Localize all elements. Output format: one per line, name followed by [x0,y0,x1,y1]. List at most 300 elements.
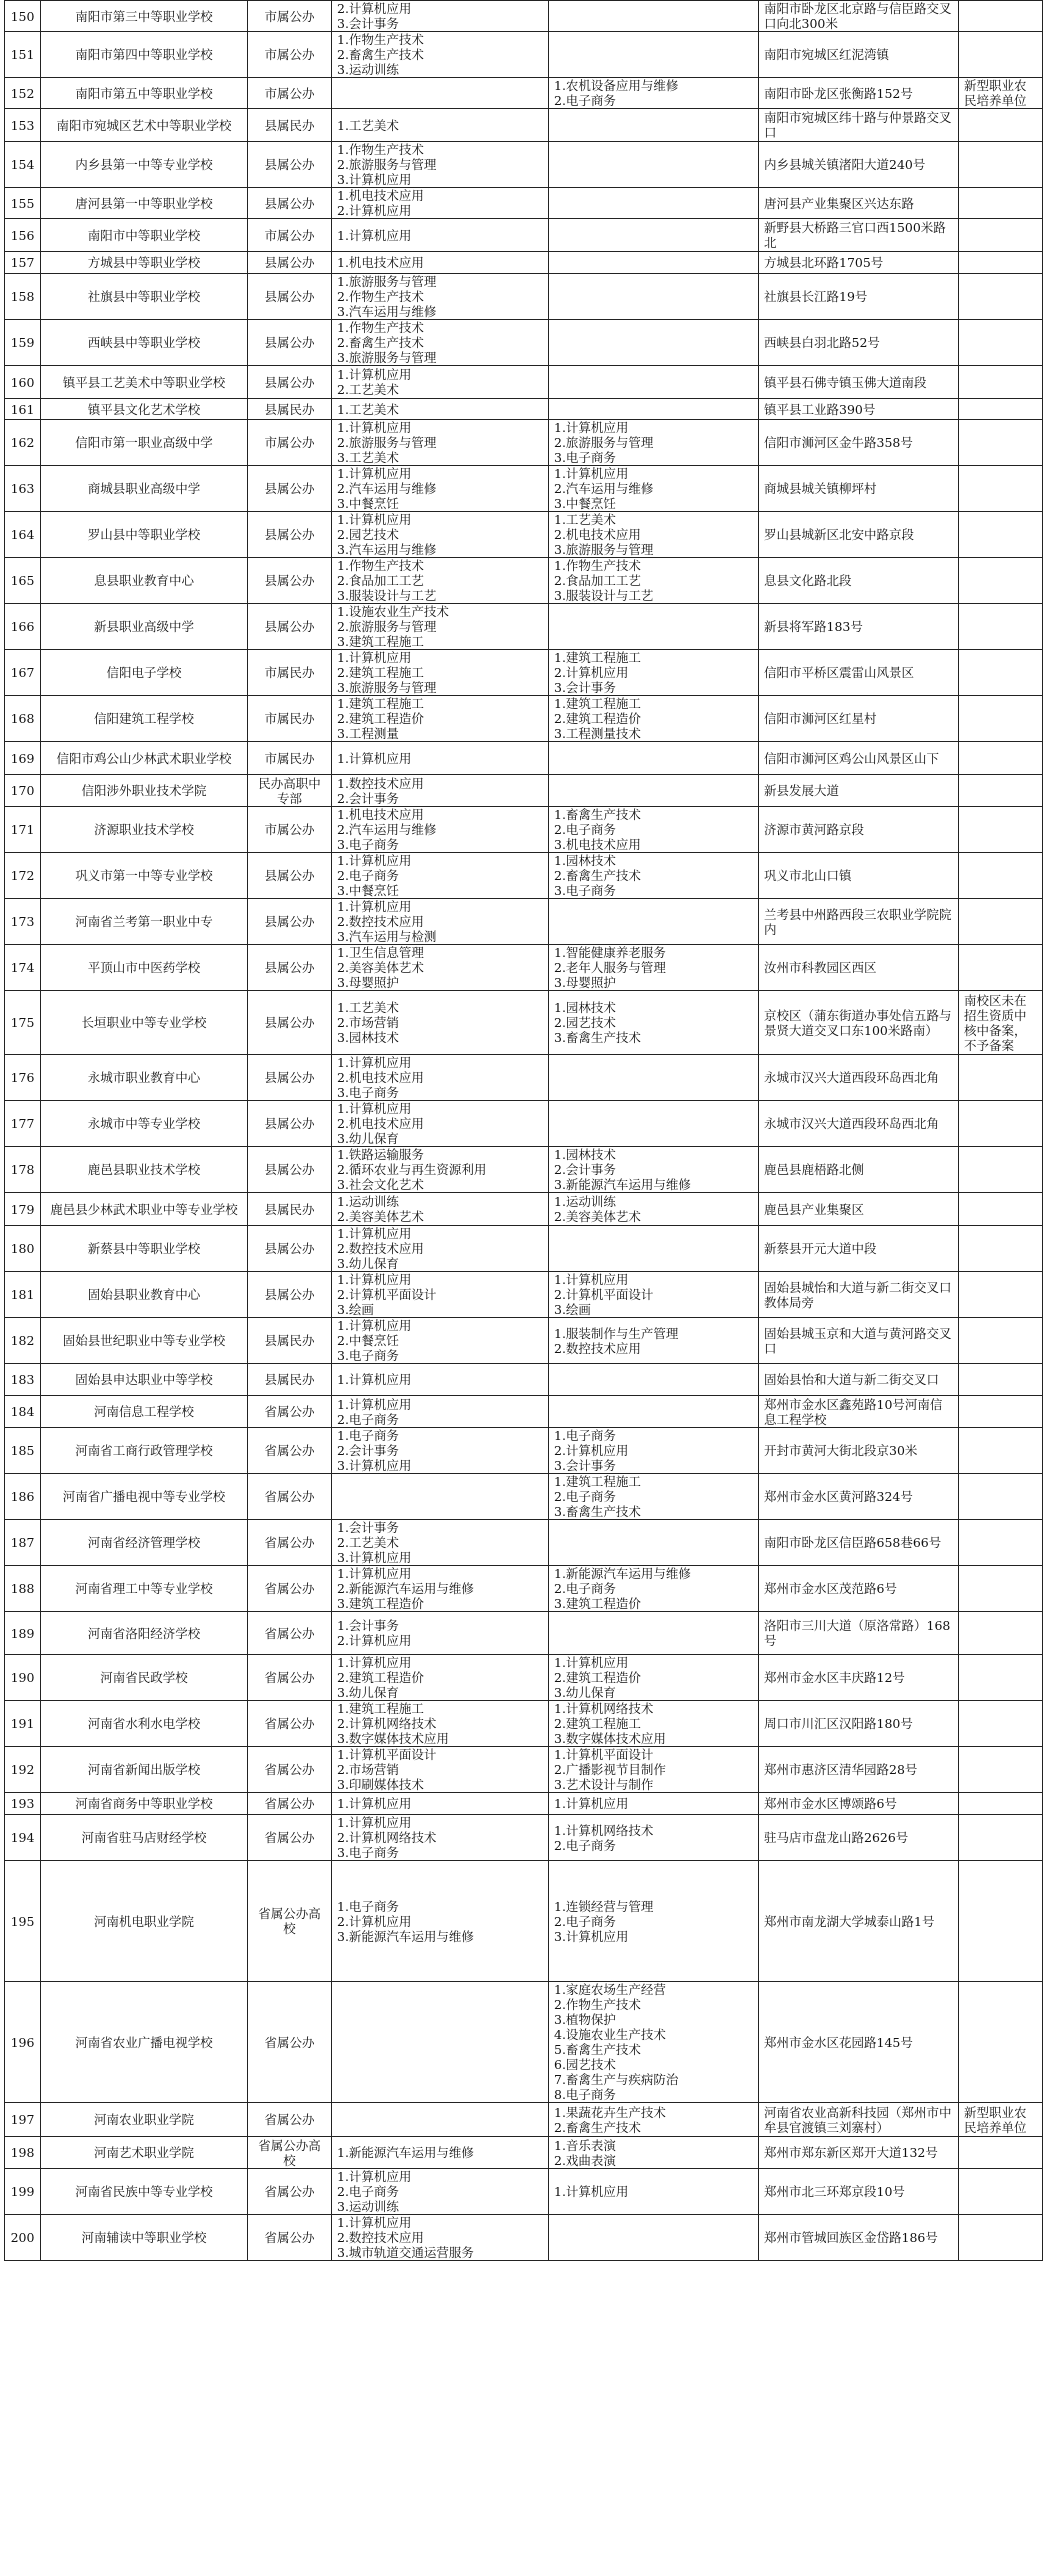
major-item: 1.计算机应用 [337,367,412,382]
row-number: 177 [5,1101,41,1147]
row-number: 191 [5,1701,41,1747]
major-item: 2.数控技术应用 [337,1241,424,1256]
note [959,742,1043,775]
school-type: 县属公办 [248,1055,332,1101]
major-item: 1.计算机应用 [337,466,412,481]
note [959,366,1043,399]
school-address: 新县发展大道 [759,775,959,807]
school-address: 息县文化路北段 [759,558,959,604]
major-item: 2.计算机应用 [554,1443,629,1458]
major-item: 2.建筑工程造价 [337,711,424,726]
major-item: 1.工艺美术 [337,117,399,133]
major-item: 1.计算机应用 [554,1796,629,1811]
majors-list-2 [549,32,759,78]
major-item: 3.艺术设计与制作 [554,1777,654,1792]
major-item: 2.新能源汽车运用与维修 [337,1581,474,1596]
row-number: 163 [5,466,41,512]
majors-list-2 [549,1147,759,1193]
table-row [5,2169,1043,2215]
major-item: 2.市场营销 [337,1015,399,1030]
school-type: 省属公办 [248,1566,332,1612]
majors-list-2 [549,558,759,604]
major-item: 2.旅游服务与管理 [337,435,437,450]
major-item: 1.设施农业生产技术 [337,604,449,619]
major-item: 1.服装制作与生产管理 [554,1325,679,1341]
school-type: 县属公办 [248,1226,332,1272]
major-item: 1.工艺美术 [554,512,616,527]
majors-list-2 [549,1982,759,2103]
major-item: 3.绘画 [554,1302,591,1317]
majors-list-2 [549,78,759,109]
major-item: 2.计算机应用 [337,1,412,16]
majors-list-2 [549,2137,759,2169]
majors-list-2 [549,1612,759,1655]
majors-list-2 [549,466,759,512]
school-type: 县属公办 [248,142,332,188]
major-item: 3.工程测量 [337,726,399,741]
table-row [5,2137,1043,2169]
majors-list-2 [549,1520,759,1566]
major-item: 2.工艺美术 [337,1535,399,1550]
majors-list-2 [549,2169,759,2215]
major-item: 2.汽车运用与维修 [337,822,437,837]
school-type: 省属公办 [248,1396,332,1428]
school-type: 县属公办 [248,853,332,899]
major-item: 2.老年人服务与管理 [554,960,666,975]
major-item: 1.计算机应用 [337,1055,412,1070]
row-number: 189 [5,1612,41,1655]
school-type: 县属公办 [248,188,332,219]
majors-list [332,188,549,219]
school-name: 信阳涉外职业技术学院 [41,775,248,807]
table-row [5,466,1043,512]
major-item: 1.计算机应用 [337,650,412,665]
table-row [5,1815,1043,1861]
school-address: 郑州市管城回族区金岱路186号 [759,2215,959,2261]
school-type: 县属公办 [248,274,332,320]
major-item: 1.电子商务 [337,1898,399,1914]
major-item: 1.园林技术 [554,1147,616,1162]
school-type: 县属公办 [248,1272,332,1318]
majors-list-2 [549,1428,759,1474]
school-type: 省属公办 [248,2215,332,2261]
majors-list [332,1815,549,1861]
major-item: 2.建筑工程施工 [337,665,424,680]
school-name: 新县职业高级中学 [41,604,248,650]
note [959,2103,1043,2137]
table-row [5,109,1043,142]
major-item: 1.计算机应用 [554,420,629,435]
major-item: 2.美容美体艺术 [554,1209,641,1224]
majors-list [332,2103,549,2137]
major-item: 1.铁路运输服务 [337,1147,424,1162]
major-item: 3.数字媒体技术应用 [554,1731,666,1746]
school-address: 南阳市卧龙区北京路与信臣路交叉口向北300米 [759,1,959,32]
table-row [5,32,1043,78]
table-row [5,1226,1043,1272]
row-number: 159 [5,320,41,366]
major-item: 2.会计事务 [337,790,399,806]
note [959,775,1043,807]
school-type: 省属公办 [248,1982,332,2103]
school-name: 镇平县文化艺术学校 [41,399,248,420]
school-name: 内乡县第一中等专业学校 [41,142,248,188]
majors-list [332,512,549,558]
major-item: 3.旅游服务与管理 [554,542,654,557]
major-item: 3.社会文化艺术 [337,1177,424,1192]
school-address: 信阳市浉河区鸡公山风景区山下 [759,742,959,775]
table-row [5,1566,1043,1612]
row-number: 168 [5,696,41,742]
majors-list [332,399,549,420]
table-row [5,1861,1043,1982]
major-item: 2.电子商务 [554,1489,616,1504]
majors-list-2 [549,2215,759,2261]
table-row [5,807,1043,853]
majors-list-2 [549,420,759,466]
major-item: 1.计算机网络技术 [554,1701,654,1716]
row-number: 188 [5,1566,41,1612]
school-address: 汝州市科教园区西区 [759,945,959,991]
major-item: 2.电子商务 [337,868,399,883]
major-item: 3.植物保护 [554,2012,616,2027]
school-address: 鹿邑县鹿梧路北侧 [759,1147,959,1193]
row-number: 180 [5,1226,41,1272]
school-address: 信阳市浉河区红星村 [759,696,959,742]
school-address: 固始县怡和大道与新二街交叉口 [759,1364,959,1396]
majors-list [332,320,549,366]
major-item: 2.汽车运用与维修 [337,481,437,496]
major-item: 1.作物生产技术 [337,32,424,47]
school-type: 省属公办 [248,1428,332,1474]
note [959,32,1043,78]
major-item: 3.汽车运用与维修 [337,304,437,319]
school-name: 南阳市宛城区艺术中等职业学校 [41,109,248,142]
major-item: 2.园艺技术 [337,527,399,542]
majors-list [332,696,549,742]
school-name: 固始县职业教育中心 [41,1272,248,1318]
school-name: 河南省洛阳经济学校 [41,1612,248,1655]
school-address: 南阳市卧龙区张衡路152号 [759,78,959,109]
school-name: 固始县世纪职业中等专业学校 [41,1318,248,1364]
school-address: 新县将军路183号 [759,604,959,650]
majors-list-2 [549,696,759,742]
major-item: 2.建筑工程施工 [554,1716,641,1731]
note [959,899,1043,945]
school-address: 郑州市金水区黄河路324号 [759,1474,959,1520]
note [959,1793,1043,1815]
majors-list [332,2215,549,2261]
major-item: 1.建筑工程施工 [554,650,641,665]
school-address: 南阳市宛城区红泥湾镇 [759,32,959,78]
major-item: 2.机电技术应用 [337,1116,424,1131]
school-type: 县属公办 [248,604,332,650]
table-row [5,1793,1043,1815]
school-address: 开封市黄河大街北段京30米 [759,1428,959,1474]
major-item: 2.畜禽生产技术 [337,335,424,350]
row-number: 174 [5,945,41,991]
school-name: 信阳市第一职业高级中学 [41,420,248,466]
major-item: 3.幼儿保育 [554,1685,616,1700]
school-name: 长垣职业中等专业学校 [41,991,248,1055]
school-address: 镇平县工业路390号 [759,399,959,420]
school-type: 省属公办 [248,1474,332,1520]
school-name: 河南省理工中等专业学校 [41,1566,248,1612]
major-item: 2.电子商务 [337,2184,399,2199]
major-item: 2.旅游服务与管理 [554,435,654,450]
table-row [5,1747,1043,1793]
school-type: 县属民办 [248,1318,332,1364]
row-number: 185 [5,1428,41,1474]
major-item: 1.机电技术应用 [337,188,424,203]
major-item: 2.机电技术应用 [337,1070,424,1085]
note [959,142,1043,188]
major-item: 1.计算机应用 [337,1318,412,1333]
majors-list [332,2137,549,2169]
major-item: 1.数控技术应用 [337,775,424,791]
major-item: 1.作物生产技术 [337,142,424,157]
school-address: 固始县城怡和大道与新二街交叉口教体局旁 [759,1272,959,1318]
majors-list [332,650,549,696]
school-type: 省属公办 [248,1520,332,1566]
major-item: 3.数字媒体技术应用 [337,1731,449,1746]
major-item: 2.工艺美术 [337,382,399,397]
major-item: 3.机电技术应用 [554,837,641,852]
major-item: 3.建筑工程造价 [337,1596,424,1611]
school-type: 县属公办 [248,366,332,399]
school-name: 河南省民政学校 [41,1655,248,1701]
majors-list [332,1,549,32]
major-item: 1.运动训练 [554,1194,616,1209]
major-item: 3.幼儿保育 [337,1131,399,1146]
major-item: 3.幼儿保育 [337,1256,399,1271]
row-number: 160 [5,366,41,399]
majors-list [332,742,549,775]
school-type: 省属公办高校 [248,1861,332,1982]
table-row [5,2215,1043,2261]
major-item: 2.美容美体艺术 [337,1209,424,1224]
major-item: 2.作物生产技术 [337,289,424,304]
major-item: 3.母婴照护 [554,975,616,990]
note [959,1815,1043,1861]
note [959,1193,1043,1226]
major-item: 2.数控技术应用 [554,1340,641,1356]
school-name: 南阳市第五中等职业学校 [41,78,248,109]
note [959,1655,1043,1701]
major-item: 1.计算机应用 [337,1396,412,1412]
majors-list-2 [549,1747,759,1793]
school-address: 郑州市金水区花园路145号 [759,1982,959,2103]
table-row [5,420,1043,466]
school-type: 县属公办 [248,991,332,1055]
majors-list [332,853,549,899]
majors-list [332,1272,549,1318]
major-item: 3.汽车运用与检测 [337,929,437,944]
majors-list [332,1428,549,1474]
table-row [5,1193,1043,1226]
majors-list [332,1566,549,1612]
school-name: 镇平县工艺美术中等职业学校 [41,366,248,399]
majors-list [332,142,549,188]
row-number: 193 [5,1793,41,1815]
note [959,1612,1043,1655]
majors-list [332,109,549,142]
major-item: 2.循环农业与再生资源利用 [337,1162,487,1177]
major-item: 2.畜禽生产技术 [554,2119,641,2135]
school-address: 郑州市南龙湖大学城泰山路1号 [759,1861,959,1982]
school-address: 社旗县长江路19号 [759,274,959,320]
table-row [5,1364,1043,1396]
school-type: 省属公办 [248,1655,332,1701]
school-address: 京校区（蒲东街道办事处信五路与景贤大道交叉口东100米路南） [759,991,959,1055]
major-item: 1.音乐表演 [554,2137,616,2153]
major-item: 2.计算机平面设计 [337,1287,437,1302]
school-type: 县属公办 [248,466,332,512]
school-address: 新野县大桥路三官口西1500米路北 [759,219,959,252]
school-type: 市属公办 [248,807,332,853]
major-item: 1.新能源汽车运用与维修 [554,1566,691,1581]
table-row [5,1055,1043,1101]
major-item: 2.电子商务 [554,93,616,108]
major-item: 1.计算机应用 [337,227,412,243]
school-type: 市属公办 [248,420,332,466]
note [959,1701,1043,1747]
major-item: 1.建筑工程施工 [554,696,641,711]
major-item: 2.计算机平面设计 [554,1287,654,1302]
table-row [5,2103,1043,2137]
school-name: 河南省水利水电学校 [41,1701,248,1747]
table-row [5,1147,1043,1193]
major-item: 4.设施农业生产技术 [554,2027,666,2042]
note [959,650,1043,696]
major-item: 2.建筑工程造价 [554,711,641,726]
school-address: 南阳市宛城区纬十路与仲景路交叉口 [759,109,959,142]
table-row [5,1428,1043,1474]
majors-list-2 [549,1193,759,1226]
school-name: 鹿邑县少林武术职业中等专业学校 [41,1193,248,1226]
major-item: 1.工艺美术 [337,401,399,417]
row-number: 171 [5,807,41,853]
major-item: 3.中餐烹饪 [337,496,399,511]
major-item: 3.园林技术 [337,1030,399,1045]
school-address: 兰考县中州路西段三农职业学院院内 [759,899,959,945]
table-row [5,1701,1043,1747]
school-address: 郑州市郑东新区郑开大道132号 [759,2137,959,2169]
majors-list-2 [549,1364,759,1396]
school-type: 县属民办 [248,109,332,142]
school-type: 市属公办 [248,32,332,78]
major-item: 1.计算机应用 [337,1226,412,1241]
school-type: 省属公办 [248,1815,332,1861]
major-item: 2.美容美体艺术 [337,960,424,975]
major-item: 2.计算机网络技术 [337,1716,437,1731]
note [959,604,1043,650]
table-row [5,366,1043,399]
note [959,1520,1043,1566]
majors-list-2 [549,853,759,899]
school-name: 唐河县第一中等职业学校 [41,188,248,219]
table-row [5,1474,1043,1520]
row-number: 187 [5,1520,41,1566]
note [959,1101,1043,1147]
majors-list-2 [549,2103,759,2137]
major-item: 3.城市轨道交通运营服务 [337,2245,474,2260]
major-item: 2.旅游服务与管理 [337,157,437,172]
school-address: 商城县城关镇柳坪村 [759,466,959,512]
row-number: 152 [5,78,41,109]
table-row [5,142,1043,188]
school-address: 内乡县城关镇渚阳大道240号 [759,142,959,188]
major-item: 2.电子商务 [337,1411,399,1427]
table-row [5,1520,1043,1566]
major-item: 1.会计事务 [337,1520,399,1535]
majors-list [332,1982,549,2103]
major-item: 2.建筑工程造价 [337,1670,424,1685]
note [959,991,1043,1055]
major-item: 1.卫生信息管理 [337,945,424,960]
school-address: 方城县北环路1705号 [759,252,959,274]
major-item: 3.新能源汽车运用与维修 [337,1928,474,1944]
row-number: 200 [5,2215,41,2261]
row-number: 150 [5,1,41,32]
major-item: 3.会计事务 [337,16,399,31]
majors-list [332,1318,549,1364]
major-item: 3.幼儿保育 [337,1685,399,1700]
note [959,558,1043,604]
note [959,696,1043,742]
majors-list-2 [549,320,759,366]
major-item: 3.服装设计与工艺 [337,588,437,603]
major-item: 2.旅游服务与管理 [337,619,437,634]
major-item: 2.戏曲表演 [554,2152,616,2168]
table-row [5,1612,1043,1655]
row-number: 173 [5,899,41,945]
majors-list-2 [549,742,759,775]
major-item: 1.计算机应用 [337,1272,412,1287]
majors-list-2 [549,1655,759,1701]
majors-list [332,1793,549,1815]
majors-list-2 [549,219,759,252]
major-item: 8.电子商务 [554,2087,616,2102]
major-item: 3.畜禽生产技术 [554,1030,641,1045]
majors-list-2 [549,1815,759,1861]
majors-list [332,2169,549,2215]
major-item: 3.服装设计与工艺 [554,588,654,603]
table-row [5,604,1043,650]
school-address: 镇平县石佛寺镇玉佛大道南段 [759,366,959,399]
note [959,807,1043,853]
major-item: 6.园艺技术 [554,2057,616,2072]
school-address: 罗山县城新区北安中路京段 [759,512,959,558]
majors-list-2 [549,1226,759,1272]
note-text: 新型职业农民培养单位 [964,2104,1027,2135]
note [959,219,1043,252]
majors-list [332,1612,549,1655]
majors-list [332,252,549,274]
major-item: 1.园林技术 [554,1000,616,1015]
note [959,2215,1043,2261]
major-item: 3.会计事务 [554,1458,616,1473]
major-item: 3.中餐烹饪 [337,883,399,898]
school-name: 固始县申达职业中等学校 [41,1364,248,1396]
row-number: 197 [5,2103,41,2137]
table-row [5,1655,1043,1701]
school-name: 信阳市鸡公山少林武术职业学校 [41,742,248,775]
note [959,1318,1043,1364]
majors-list [332,1701,549,1747]
note [959,1396,1043,1428]
school-name: 河南省民族中等专业学校 [41,2169,248,2215]
